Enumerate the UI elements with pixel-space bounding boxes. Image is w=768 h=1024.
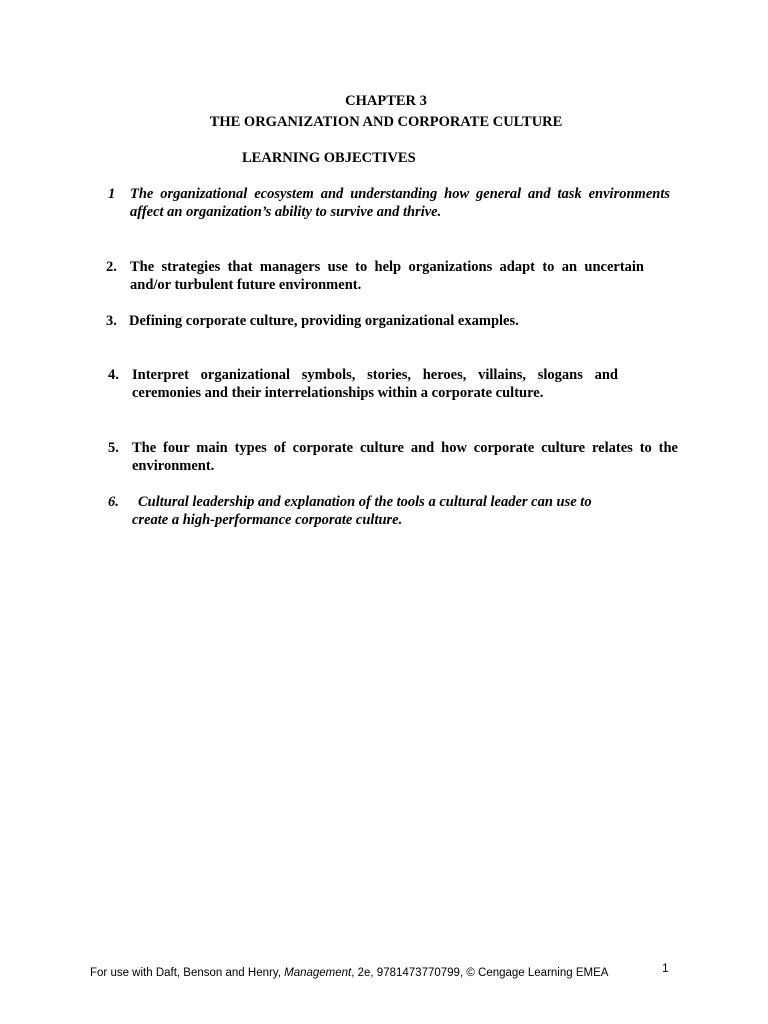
- objective-line: ceremonies and their interrelationships within a corporate culture.: [132, 385, 544, 401]
- footer-book-title: Management: [284, 967, 352, 979]
- page-number: 1: [662, 961, 669, 975]
- objective-line: and/or turbulent future environment.: [130, 277, 362, 293]
- footer-suffix: , 2e, 9781473770799, © Cengage Learning EMEA: [351, 967, 609, 979]
- objective-line: environment.: [132, 458, 215, 474]
- objective-item-3: [106, 312, 646, 332]
- objective-number: 1: [108, 186, 116, 202]
- objective-line: The four main types of corporate culture and how corporate culture relates to the: [132, 440, 678, 456]
- objective-item-6: [108, 493, 648, 533]
- objective-number: 5.: [108, 440, 119, 456]
- objective-item-5: [108, 439, 680, 479]
- objective-line: Defining corporate culture, providing organizational examples.: [129, 313, 519, 329]
- objective-line: affect an organization’s ability to survive and thrive.: [130, 204, 442, 220]
- objective-item-1: [108, 185, 672, 225]
- objective-line: create a high-performance corporate culture.: [132, 512, 403, 528]
- footer-prefix: For use with Daft, Benson and Henry,: [90, 967, 285, 979]
- objective-item-4: [108, 366, 620, 406]
- objective-item-2: [106, 258, 646, 298]
- objective-line: The strategies that managers use to help organizations adapt to an uncertain: [130, 259, 644, 275]
- objective-number: 4.: [108, 367, 119, 383]
- objective-line: The organizational ecosystem and understanding how general and task environments: [130, 186, 670, 202]
- page-footer: [90, 967, 608, 979]
- section-heading: LEARNING OBJECTIVES: [242, 150, 416, 166]
- objective-number: 6.: [108, 494, 119, 510]
- objective-number: 2.: [106, 259, 117, 275]
- objective-line: Cultural leadership and explanation of the tools a cultural leader can use to: [138, 494, 592, 510]
- objective-line: Interpret organizational symbols, stories, heroes, villains, slogans and: [132, 367, 618, 383]
- chapter-heading: CHAPTER 3: [345, 93, 427, 109]
- chapter-title: THE ORGANIZATION AND CORPORATE CULTURE: [209, 114, 563, 130]
- objective-number: 3.: [106, 313, 117, 329]
